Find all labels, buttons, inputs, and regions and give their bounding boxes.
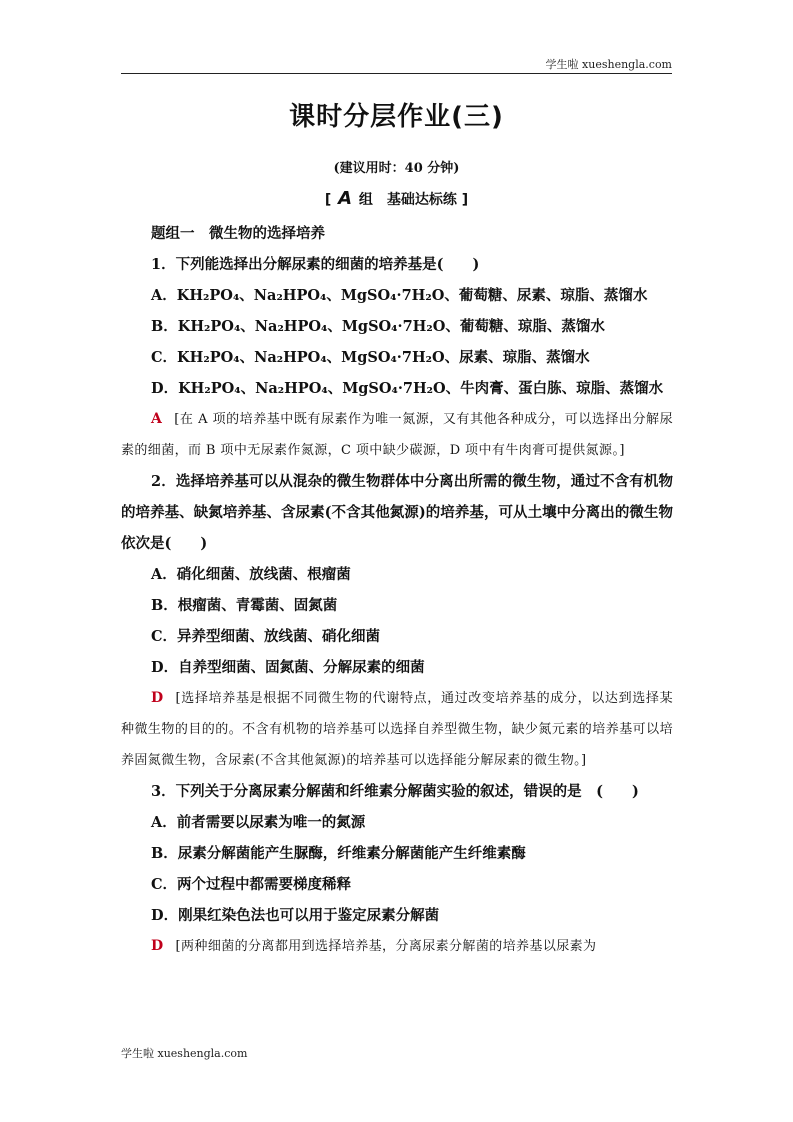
question-1-option-a: A．KH₂PO₄、Na₂HPO₄、MgSO₄·7H₂O、葡萄糖、尿素、琼脂、蒸馏水 xyxy=(151,287,648,304)
group-bracket-close: ] xyxy=(461,192,469,208)
question-2-option-a: A．硝化细菌、放线菌、根瘤菌 xyxy=(151,566,351,583)
question-2-option-c: C．异养型细菌、放线菌、硝化细菌 xyxy=(151,628,381,645)
footer-site-label: 学生啦 xueshengla.com xyxy=(121,1047,248,1060)
question-2-option-b: B．根瘤菌、青霉菌、固氮菌 xyxy=(151,597,338,614)
question-2-answer-letter: D xyxy=(151,690,164,706)
question-3-option-a: A．前者需要以尿素为唯一的氮源 xyxy=(151,814,366,831)
question-3-answer-letter: D xyxy=(151,938,164,954)
question-3-option-c: C．两个过程中都需要梯度稀释 xyxy=(151,876,352,893)
question-content xyxy=(121,218,673,962)
question-3-option-b: B．尿素分解菌能产生脲酶，纤维素分解菌能产生纤维素酶 xyxy=(151,845,526,862)
question-1-option-d: D．KH₂PO₄、Na₂HPO₄、MgSO₄·7H₂O、牛肉膏、蛋白胨、琼脂、蒸馏水 xyxy=(151,380,664,397)
question-3-answer-text: [两种细菌的分离都用到选择培养基，分离尿素分解菌的培养基以尿素为 xyxy=(175,939,597,954)
question-1-option-b: B．KH₂PO₄、Na₂HPO₄、MgSO₄·7H₂O、葡萄糖、琼脂、蒸馏水 xyxy=(151,318,605,335)
question-1-answer-text: [在 A 项的培养基中既有尿素作为唯一氮源，又有其他各种成分，可以选择出分解尿素的细菌，而 B 项中无尿素作氮源，C 项中缺少碳源，D 项中有牛肉膏可提供氮源。] xyxy=(121,412,673,458)
header-site-label: 学生啦 xueshengla.com xyxy=(545,58,672,71)
group-label-text: 组 基础达标练 xyxy=(358,192,457,208)
question-3-stem: 3．下列关于分离尿素分解菌和纤维素分解菌实验的叙述，错误的是 ( ) xyxy=(151,783,639,800)
question-2-option-d: D．自养型细菌、固氮菌、分解尿素的细菌 xyxy=(151,659,425,676)
section-heading: 题组一 微生物的选择培养 xyxy=(151,225,325,242)
question-3-option-d: D．刚果红染色法也可以用于鉴定尿素分解菌 xyxy=(151,907,440,924)
group-label xyxy=(0,188,793,209)
question-1-answer xyxy=(121,404,673,466)
question-2-stem: 2．选择培养基可以从混杂的微生物群体中分离出所需的微生物，通过不含有机物的培养基、缺氮培养基、含尿素(不含其他氮源)的培养基，可从土壤中分离出的微生物依次是( ) xyxy=(121,473,673,552)
time-note: (建议用时：40 分钟) xyxy=(333,161,460,176)
question-2-answer-text: [选择培养基是根据不同微生物的代谢特点，通过改变培养基的成分，以达到选择某种微生物的目的的。不含有机物的培养基可以选择自养型微生物，缺少氮元素的培养基可以培养固氮微生物，含尿素(不含其他氮源)的培养基可以选择能分解尿素的微生物。] xyxy=(121,691,673,768)
header-divider xyxy=(121,73,672,74)
group-bracket-open: [ xyxy=(324,192,332,208)
page-title: 课时分层作业(三) xyxy=(289,102,504,132)
group-badge: A xyxy=(338,188,353,209)
question-1-stem: 1．下列能选择出分解尿素的细菌的培养基是( ) xyxy=(151,256,480,273)
question-1-answer-letter: A xyxy=(151,411,163,427)
question-3-answer xyxy=(121,931,673,962)
question-1-option-c: C．KH₂PO₄、Na₂HPO₄、MgSO₄·7H₂O、尿素、琼脂、蒸馏水 xyxy=(151,349,590,366)
question-2-answer xyxy=(121,683,673,776)
